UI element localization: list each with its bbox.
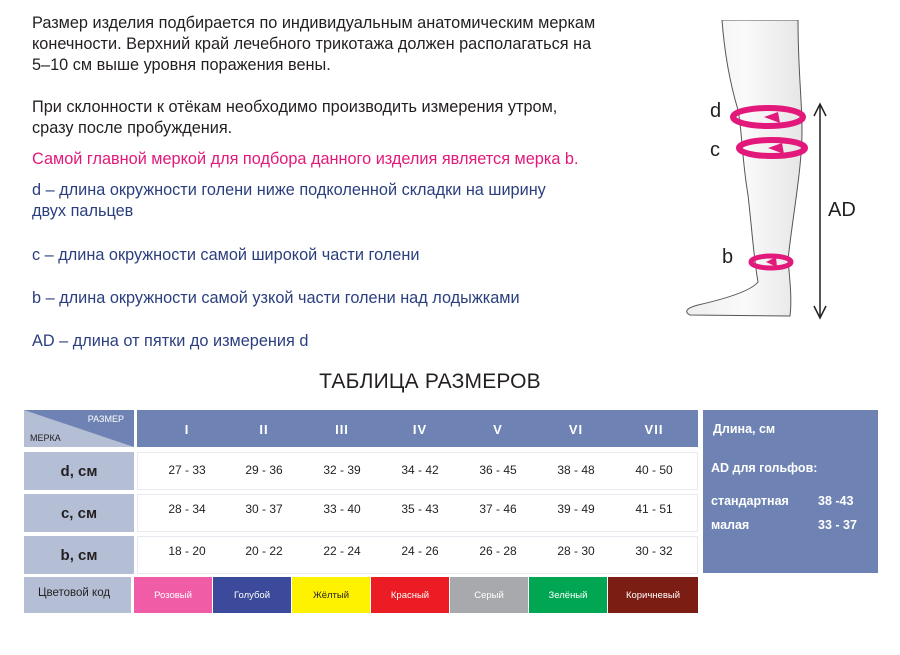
- size-header-3: III: [335, 422, 349, 437]
- cell-b-5: 26 - 28: [479, 544, 517, 558]
- color-swatch-green: Зелёный: [529, 577, 607, 613]
- cell-b-4: 24 - 26: [401, 544, 439, 558]
- table-corner-cell: [24, 410, 134, 447]
- color-swatch-brown: Коричневый: [608, 577, 698, 613]
- measure-b-description: b – длина окружности самой узкой части голени над лодыжками: [32, 289, 520, 307]
- intro-p1-line-2: конечности. Верхний край лечебного трикотажа должен располагаться на: [32, 35, 592, 53]
- cell-c-7: 41 - 51: [635, 502, 673, 516]
- size-header-6: VI: [568, 422, 584, 437]
- intro-p1-line-1: Размер изделия подбирается по индивидуальным анатомическим меркам: [32, 14, 596, 32]
- cell-d-7: 40 - 50: [635, 463, 673, 477]
- cell-d-5: 36 - 45: [479, 463, 517, 477]
- intro-paragraph-2: [32, 97, 557, 139]
- measure-ad-description: AD – длина от пятки до измерения d: [32, 332, 309, 350]
- length-panel-title: Длина, см: [713, 422, 776, 436]
- color-code-label: Цветовой код: [24, 577, 131, 613]
- size-header-4: IV: [412, 422, 428, 437]
- cell-b-6: 28 - 30: [557, 544, 595, 558]
- size-header-1: I: [184, 422, 190, 437]
- cell-c-4: 35 - 43: [401, 502, 439, 516]
- main-measure-note: Самой главной меркой для подбора данного изделия является мерка b.: [32, 150, 579, 168]
- size-header-7: VII: [644, 422, 664, 437]
- intro-p2-line-1: При склонности к отёкам необходимо производить измерения утром,: [32, 98, 558, 116]
- corner-measure-label: МЕРКА: [30, 433, 61, 443]
- diagram-label-b: b: [722, 246, 734, 268]
- size-table-title: ТАБЛИЦА РАЗМЕРОВ: [319, 370, 541, 393]
- cell-b-7: 30 - 32: [635, 544, 673, 558]
- cell-d-4: 34 - 42: [401, 463, 439, 477]
- leg-outline: [687, 20, 802, 316]
- diagram-label-ad: AD: [828, 199, 856, 221]
- measure-d-line-2: двух пальцев: [32, 202, 134, 220]
- ad-length-arrow: [814, 104, 826, 318]
- leg-measurement-diagram: [680, 20, 890, 330]
- color-swatch-grey: Серый: [450, 577, 528, 613]
- cell-d-3: 32 - 39: [323, 463, 361, 477]
- cell-c-5: 37 - 46: [479, 502, 517, 516]
- color-swatch-yellow: Жёлтый: [292, 577, 370, 613]
- row-label-c: c, см: [24, 494, 134, 532]
- golf-length-label: AD для гольфов:: [711, 461, 818, 475]
- cell-d-6: 38 - 48: [557, 463, 595, 477]
- length-option-small-value: 33 - 37: [818, 518, 857, 532]
- color-swatch-blue: Голубой: [213, 577, 291, 613]
- diagram-label-d: d: [710, 100, 722, 122]
- cell-c-6: 39 - 49: [557, 502, 595, 516]
- cell-d-1: 27 - 33: [168, 463, 206, 477]
- intro-p1-line-3: 5–10 см выше уровня поражения вены.: [32, 56, 331, 74]
- length-option-small-name: малая: [711, 518, 750, 532]
- intro-p2-line-2: сразу после пробуждения.: [32, 119, 233, 137]
- color-swatch-pink: Розовый: [134, 577, 212, 613]
- length-option-standard-value: 38 -43: [818, 494, 854, 508]
- cell-b-2: 20 - 22: [245, 544, 283, 558]
- length-option-standard-name: стандартная: [711, 494, 789, 508]
- row-label-d: d, см: [24, 452, 134, 490]
- measure-d-description: [32, 180, 546, 222]
- measure-c-description: c – длина окружности самой широкой части голени: [32, 246, 420, 264]
- cell-c-2: 30 - 37: [245, 502, 283, 516]
- cell-c-3: 33 - 40: [323, 502, 361, 516]
- cell-b-1: 18 - 20: [168, 544, 206, 558]
- measure-d-line-1: d – длина окружности голени ниже подколенной складки на ширину: [32, 181, 546, 199]
- row-label-b: b, см: [24, 536, 134, 574]
- intro-paragraph-1: [32, 13, 595, 76]
- length-panel: [703, 410, 878, 573]
- cell-d-2: 29 - 36: [245, 463, 283, 477]
- color-swatch-red: Красный: [371, 577, 449, 613]
- cell-c-1: 28 - 34: [168, 502, 206, 516]
- corner-size-label: РАЗМЕР: [87, 414, 124, 424]
- cell-b-3: 22 - 24: [323, 544, 361, 558]
- size-header-2: II: [259, 422, 269, 437]
- size-header-5: V: [493, 422, 503, 437]
- diagram-label-c: c: [710, 139, 720, 161]
